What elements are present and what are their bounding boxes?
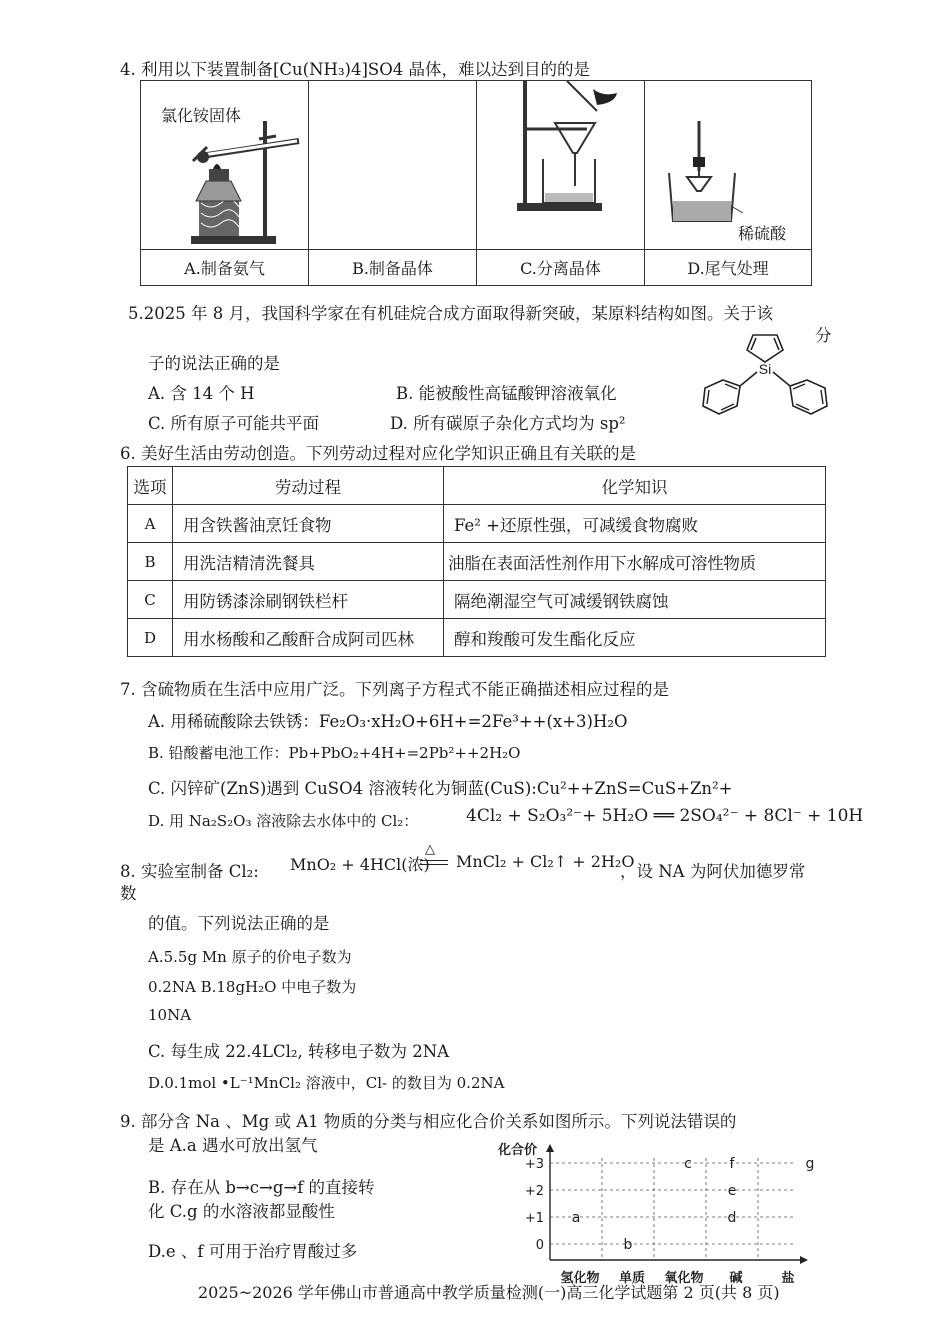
data-point-e: e <box>727 1183 737 1199</box>
q4-image-b <box>309 81 477 249</box>
q8-heat-symbol: △ <box>425 842 435 857</box>
q5-option-c[interactable]: C. 所有原子可能共平面 <box>148 414 320 433</box>
q8-equation-arrow <box>420 860 448 861</box>
q5-option-d[interactable]: D. 所有碳原子杂化方式均为 sp² <box>390 414 626 433</box>
q8-stem: 8. 实验室制备 Cl₂: <box>120 862 259 881</box>
q4-option-c[interactable]: C.分离晶体 <box>477 249 645 286</box>
row-knowledge: Fe² +还原性强，可减缓食物腐败 <box>444 505 826 543</box>
y-tick-label: +1 <box>524 1211 544 1226</box>
row-knowledge: 醇和羧酸可发生酯化反应 <box>444 619 826 657</box>
q9-option-c[interactable]: 化 C.g 的水溶液都显酸性 <box>148 1202 335 1221</box>
x-tick-label: 氢化物 <box>560 1271 600 1286</box>
q4-stem: 4. 利用以下装置制备[Cu(NH₃)4]SO4 晶体，难以达到目的的是 <box>120 60 591 79</box>
q7-stem: 7. 含硫物质在生活中应用广泛。下列离子方程式不能正确描述相应过程的是 <box>120 680 669 699</box>
q4-dilute-sulfuric-acid-label: 稀硫酸 <box>738 224 787 243</box>
q5-option-b[interactable]: B. 能被酸性高锰酸钾溶液氧化 <box>396 384 617 403</box>
q4-ammonium-chloride-label: 氯化铵固体 <box>161 106 242 125</box>
y-tick-label: +3 <box>524 1157 544 1172</box>
table-row[interactable] <box>128 543 826 581</box>
x-axis-arrow <box>800 1256 808 1264</box>
q8-stem-wrap: 数 <box>120 884 137 903</box>
q7-option-a[interactable]: A. 用稀硫酸除去铁锈：Fe₂O₃·xH₂O+6H+=2Fe³++(x+3)H₂O <box>148 712 628 731</box>
q4-option-a[interactable]: A.制备氨气 <box>141 249 309 286</box>
table-row[interactable] <box>128 619 826 657</box>
q7-option-d-equation: 4Cl₂ + S₂O₃²⁻+ 5H₂O ══ 2SO₄²⁻ + 8Cl⁻ + 10H <box>466 806 864 826</box>
q4-apparatus-table <box>140 80 812 286</box>
row-option: B <box>128 543 173 581</box>
q5-option-a[interactable]: A. 含 14 个 H <box>148 384 255 403</box>
row-labor: 用含铁酱油烹饪食物 <box>173 505 444 543</box>
q7-option-b[interactable]: B. 铅酸蓄电池工作：Pb+PbO₂+4H+=2Pb²++2H₂O <box>148 744 521 762</box>
data-point-b: b <box>623 1237 633 1253</box>
row-knowledge: 油脂在表面活性剂作用下水解成可溶性物质 <box>444 543 826 581</box>
row-option: D <box>128 619 173 657</box>
q7-option-d[interactable]: D. 用 Na₂S₂O₃ 溶液除去水体中的 Cl₂： <box>148 812 419 830</box>
chart-ylabel: 化合价 <box>498 1143 538 1158</box>
q4-image-d <box>645 81 813 249</box>
q8-option-b[interactable]: 0.2NA B.18gH₂O 中电子数为 <box>148 978 357 996</box>
q4-option-d[interactable]: D.尾气处理 <box>645 249 811 286</box>
q9-stem: 9. 部分含 Na 、Mg 或 A1 物质的分类与相应化合价关系如图所示。下列说法错误的 <box>120 1112 737 1131</box>
q8-option-c[interactable]: C. 每生成 22.4LCl₂, 转移电子数为 2NA <box>148 1042 450 1061</box>
q8-stem-post: ，设 NA 为阿伏加德罗常 <box>620 862 806 881</box>
q4-image-c <box>477 81 645 249</box>
header-labor: 劳动过程 <box>173 467 444 505</box>
q4-option-b[interactable]: B.制备晶体 <box>309 249 477 286</box>
data-point-c: c <box>684 1156 692 1172</box>
y-tick-label: +2 <box>524 1184 544 1199</box>
q6-stem: 6. 美好生活由劳动创造。下列劳动过程对应化学知识正确且有关联的是 <box>120 444 636 463</box>
data-point-f: f <box>729 1156 735 1172</box>
data-point-d: d <box>727 1210 737 1226</box>
table-row[interactable] <box>128 505 826 543</box>
q7-option-c[interactable]: C. 闪锌矿(ZnS)遇到 CuSO4 溶液转化为铜蓝(CuS):Cu²++ZnS=CuS+Zn²+ <box>148 779 733 798</box>
data-point-a: a <box>571 1210 581 1226</box>
header-option: 选项 <box>128 467 173 505</box>
q8-stem-line2: 的值。下列说法正确的是 <box>148 914 330 933</box>
q8-option-a[interactable]: A.5.5g Mn 原子的价电子数为 <box>148 948 352 966</box>
q8-option-d[interactable]: D.0.1mol •L⁻¹MnCl₂ 溶液中，Cl- 的数目为 0.2NA <box>148 1074 505 1092</box>
x-tick-label: 单质 <box>618 1271 646 1286</box>
si-label: Si <box>758 361 772 377</box>
row-labor: 用洗洁精清洗餐具 <box>173 543 444 581</box>
q5-stem: 5.2025 年 8 月，我国科学家在有机硅烷合成方面取得新突破，某原料结构如图。关于该 <box>128 304 773 323</box>
q5-stem-end: 分 <box>815 326 832 345</box>
gas-absorption-icon <box>645 81 813 249</box>
table-row[interactable] <box>128 581 826 619</box>
header-knowledge: 化学知识 <box>444 467 826 505</box>
x-tick-label: 碱 <box>729 1271 743 1286</box>
page-footer: 2025~2026 学年佛山市普通高中教学质量检测(一)高三化学试题第 2 页(共 8 页) <box>198 1283 780 1302</box>
q8-option-b-end: 10NA <box>148 1006 192 1024</box>
q8-equation-arrow-2 <box>420 864 448 865</box>
y-tick-label: 0 <box>535 1238 544 1253</box>
q9-option-a[interactable]: 是 A.a 遇水可放出氢气 <box>148 1136 318 1155</box>
q9-option-d[interactable]: D.e 、f 可用于治疗胃酸过多 <box>148 1242 358 1261</box>
row-labor: 用水杨酸和乙酸酐合成阿司匹林 <box>173 619 444 657</box>
q8-equation-right: MnCl₂ + Cl₂↑ + 2H₂O <box>456 852 635 871</box>
row-option: A <box>128 505 173 543</box>
data-point-g: g <box>805 1156 815 1172</box>
y-axis-arrow <box>546 1144 554 1152</box>
q9-option-b[interactable]: B. 存在从 b→c→g→f 的直接转 <box>148 1178 375 1197</box>
x-tick-label: 盐 <box>781 1271 795 1286</box>
silole-structure-icon <box>695 330 835 425</box>
filtration-apparatus-icon <box>477 81 645 249</box>
row-labor: 用防锈漆涂刷钢铁栏杆 <box>173 581 444 619</box>
x-tick-label: 氧化物 <box>664 1271 704 1286</box>
table-header-row <box>128 467 826 505</box>
row-knowledge: 隔绝潮湿空气可减缓钢铁腐蚀 <box>444 581 826 619</box>
valence-chart <box>490 1138 815 1288</box>
q4-image-a <box>141 81 309 249</box>
q8-equation-left: MnO₂ + 4HCl(浓) <box>290 855 430 874</box>
q5-stem-line2: 子的说法正确的是 <box>148 354 280 373</box>
q6-table <box>127 466 826 657</box>
row-option: C <box>128 581 173 619</box>
